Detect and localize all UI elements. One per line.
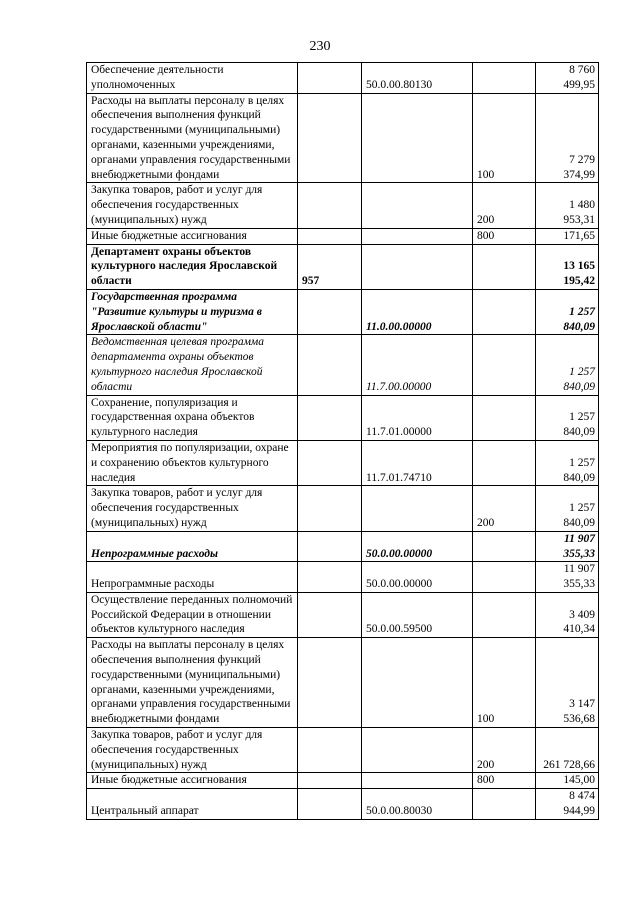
cell-target-code: [362, 728, 473, 773]
cell-department: [298, 289, 362, 334]
cell-target-code: 11.7.00.00000: [362, 335, 473, 395]
cell-amount: 11 907 355,33: [536, 531, 599, 562]
cell-amount: 3 409 410,34: [536, 592, 599, 637]
cell-target-code: [362, 773, 473, 789]
cell-target-code: 11.0.00.00000: [362, 289, 473, 334]
table-row: [87, 592, 599, 637]
cell-department: [298, 486, 362, 531]
table-row: [87, 335, 599, 395]
cell-name: Обеспечение деятельности уполномоченных: [87, 63, 298, 94]
cell-department: [298, 592, 362, 637]
table-row: [87, 244, 599, 289]
cell-expense-type: 200: [473, 728, 536, 773]
table-row: [87, 440, 599, 485]
cell-department: [298, 63, 362, 94]
page-number: 230: [309, 39, 331, 54]
cell-department: [298, 183, 362, 228]
cell-expense-type: 100: [473, 638, 536, 728]
cell-name: Осуществление переданных полномочий Российской Федерации в отношении объектов культурного наследия: [87, 592, 298, 637]
cell-expense-type: 800: [473, 773, 536, 789]
cell-name: Закупка товаров, работ и услуг для обеспечения государственных (муниципальных) нужд: [87, 728, 298, 773]
cell-name: Непрограммные расходы: [87, 562, 298, 593]
cell-amount: 8 474 944,99: [536, 789, 599, 820]
cell-amount: 13 165 195,42: [536, 244, 599, 289]
cell-amount: 145,00: [536, 773, 599, 789]
cell-target-code: [362, 486, 473, 531]
cell-name: Непрограммные расходы: [87, 531, 298, 562]
cell-amount: 1 257 840,09: [536, 395, 599, 440]
cell-amount: 8 760 499,95: [536, 63, 599, 94]
cell-target-code: [362, 638, 473, 728]
table-row: [87, 228, 599, 244]
cell-expense-type: [473, 335, 536, 395]
cell-department: [298, 638, 362, 728]
cell-amount: 1 257 840,09: [536, 335, 599, 395]
cell-target-code: 11.7.01.00000: [362, 395, 473, 440]
cell-name: Государственная программа "Развитие культуры и туризма в Ярославской области": [87, 289, 298, 334]
cell-expense-type: [473, 789, 536, 820]
cell-department: [298, 335, 362, 395]
cell-amount: 261 728,66: [536, 728, 599, 773]
table-row: [87, 562, 599, 593]
cell-amount: 1 257 840,09: [536, 440, 599, 485]
table-row: [87, 183, 599, 228]
cell-expense-type: 800: [473, 228, 536, 244]
cell-expense-type: [473, 440, 536, 485]
cell-expense-type: [473, 531, 536, 562]
cell-amount: 11 907 355,33: [536, 562, 599, 593]
table-row: [87, 789, 599, 820]
table-row: [87, 773, 599, 789]
table-row: [87, 486, 599, 531]
cell-amount: 1 257 840,09: [536, 289, 599, 334]
cell-amount: 7 279 374,99: [536, 93, 599, 183]
budget-table-body: [87, 63, 599, 820]
cell-expense-type: [473, 244, 536, 289]
cell-department: [298, 789, 362, 820]
cell-name: Сохранение, популяризация и государственная охрана объектов культурного наследия: [87, 395, 298, 440]
cell-name: Расходы на выплаты персоналу в целях обеспечения выполнения функций государственными (муниципальными) органами, казенными учреждениями, органами управления государственными внебюджетными фондами: [87, 93, 298, 183]
cell-expense-type: 100: [473, 93, 536, 183]
cell-expense-type: 200: [473, 486, 536, 531]
cell-name: Иные бюджетные ассигнования: [87, 228, 298, 244]
cell-target-code: 50.0.00.00000: [362, 562, 473, 593]
cell-name: Департамент охраны объектов культурного наследия Ярославской области: [87, 244, 298, 289]
table-row: [87, 638, 599, 728]
cell-target-code: 50.0.00.80030: [362, 789, 473, 820]
table-row: [87, 531, 599, 562]
cell-target-code: 11.7.01.74710: [362, 440, 473, 485]
cell-name: Иные бюджетные ассигнования: [87, 773, 298, 789]
cell-expense-type: [473, 592, 536, 637]
cell-target-code: [362, 183, 473, 228]
cell-department: [298, 728, 362, 773]
cell-department: [298, 93, 362, 183]
cell-target-code: 50.0.00.80130: [362, 63, 473, 94]
cell-target-code: [362, 228, 473, 244]
cell-target-code: 50.0.00.00000: [362, 531, 473, 562]
cell-name: Центральный аппарат: [87, 789, 298, 820]
cell-department: [298, 562, 362, 593]
cell-name: Ведомственная целевая программа департамента охраны объектов культурного наследия Ярославской области: [87, 335, 298, 395]
cell-name: Мероприятия по популяризации, охране и сохранению объектов культурного наследия: [87, 440, 298, 485]
cell-expense-type: [473, 289, 536, 334]
cell-name: Расходы на выплаты персоналу в целях обеспечения выполнения функций государственными (муниципальными) органами, казенными учреждениями, органами управления государственными внебюджетными фондами: [87, 638, 298, 728]
cell-department: [298, 395, 362, 440]
cell-department: 957: [298, 244, 362, 289]
cell-department: [298, 531, 362, 562]
table-row: [87, 93, 599, 183]
cell-target-code: [362, 93, 473, 183]
cell-amount: 171,65: [536, 228, 599, 244]
cell-name: Закупка товаров, работ и услуг для обеспечения государственных (муниципальных) нужд: [87, 183, 298, 228]
cell-expense-type: [473, 395, 536, 440]
table-row: [87, 728, 599, 773]
cell-expense-type: 200: [473, 183, 536, 228]
cell-target-code: 50.0.00.59500: [362, 592, 473, 637]
cell-department: [298, 773, 362, 789]
table-row: [87, 395, 599, 440]
table-row: [87, 63, 599, 94]
budget-table: [86, 62, 599, 820]
cell-department: [298, 228, 362, 244]
cell-amount: 1 257 840,09: [536, 486, 599, 531]
cell-amount: 1 480 953,31: [536, 183, 599, 228]
cell-name: Закупка товаров, работ и услуг для обеспечения государственных (муниципальных) нужд: [87, 486, 298, 531]
cell-target-code: [362, 244, 473, 289]
table-row: [87, 289, 599, 334]
cell-department: [298, 440, 362, 485]
cell-expense-type: [473, 63, 536, 94]
cell-amount: 3 147 536,68: [536, 638, 599, 728]
cell-expense-type: [473, 562, 536, 593]
